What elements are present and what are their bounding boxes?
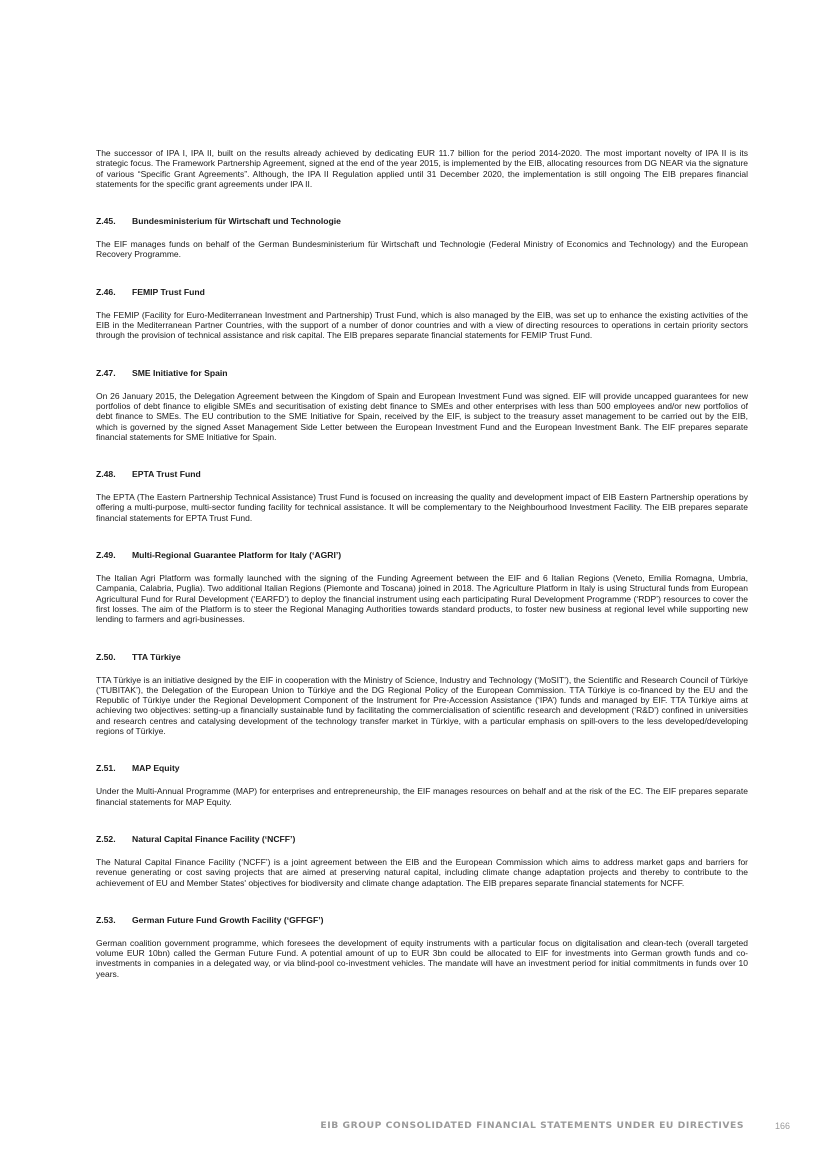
section-number: Z.51.	[96, 763, 116, 774]
section-heading	[96, 834, 748, 845]
section-z46	[96, 287, 748, 341]
section-title: German Future Fund Growth Facility (‘GFFGF’)	[132, 914, 324, 925]
page-number: 166	[774, 1121, 790, 1131]
section-z47	[96, 368, 748, 442]
section-number: Z.50.	[96, 651, 116, 662]
section-title: Bundesministerium für Wirtschaft und Technologie	[132, 216, 341, 227]
section-heading	[96, 915, 748, 926]
intro-section	[96, 148, 748, 189]
section-heading	[96, 287, 748, 298]
section-heading	[96, 550, 748, 561]
section-body: The EIF manages funds on behalf of the German Bundesministerium für Wirtschaft und Technologie (Federal Ministry of Economics and Technology) and the European Recovery Programme.	[96, 239, 748, 260]
section-title: Natural Capital Finance Facility (‘NCFF’)	[132, 833, 296, 844]
section-body: The Natural Capital Finance Facility (‘NCFF’) is a joint agreement between the EIB and the European Commission which aims to address market gaps and barriers for revenue generating or cost saving projects that are aimed at preserving natural capital, including climate change adaptation projects and thereby to contribute to the achievement of EU and Member States' objectives for biodiversity and climate change adaptation. The EIB prepares separate financial statements for NCFF.	[96, 856, 748, 888]
section-z51	[96, 763, 748, 807]
section-z49	[96, 550, 748, 624]
section-number: Z.52.	[96, 833, 116, 844]
section-body: German coalition government programme, which foresees the development of equity instruments with a particular focus on digitalisation and clean-tech (overall targeted volume EUR 10bn) called the German Future Fund. A potential amount of up to EUR 3bn could be allocated to EIF for investments into German growth funds and co-investments in companies in a delegated way, or via blind-pool co-investment vehicles. The mandate will have an investment period for initial commitments in funds over 10 years.	[96, 937, 748, 979]
section-body: The Italian Agri Platform was formally launched with the signing of the Funding Agreement between the EIF and 6 Italian Regions (Veneto, Emilia Romagna, Umbria, Campania, Calabria, Puglia). Two additional Italian Regions (Piemonte and Toscana) joined in 2018. The Agriculture Platform in Italy is using Structural funds from European Agricultural Fund for Rural Development (‘EARFD’) to deploy the financial instrument using each participating Rural Development Programme (‘RDP’) resources to cover the first losses. The aim of the Platform is to steer the Regional Managing Authorities towards standard products, to foster new business at regional level while supporting new lending to farmers and agri-businesses.	[96, 573, 748, 625]
section-body: The EPTA (The Eastern Partnership Technical Assistance) Trust Fund is focused on increasing the quality and development impact of EIB Eastern Partnership operations by offering a multi-purpose, multi-sector funding facility for technical assistance. It will be complementary to the Neighbourhood Investment Facility. The EIB prepares separate financial statements for EPTA Trust Fund.	[96, 492, 748, 523]
document-body	[96, 148, 748, 979]
section-title: SME Initiative for Spain	[132, 367, 228, 378]
section-number: Z.53.	[96, 914, 116, 925]
section-z45	[96, 216, 748, 260]
page-footer	[0, 1120, 825, 1134]
intro-paragraph: The successor of IPA I, IPA II, built on the results already achieved by dedicating EUR 11.7 billion for the period 2014-2020. The most important novelty of IPA II is its strategic focus. The Framework Partnership Agreement, signed at the end of the year 2015, is implemented by the EIB, allocating resources from DG NEAR via the signature of various “Specific Grant Agreements”. Although, the IPA II Regulation applied until 31 December 2020, the implementation is still ongoing The EIB prepares financial statements for the specific grant agreements under IPA II.	[96, 148, 748, 189]
section-title: FEMIP Trust Fund	[132, 286, 205, 297]
section-title: MAP Equity	[132, 763, 180, 774]
section-z53	[96, 915, 748, 979]
section-z50	[96, 652, 748, 737]
section-heading	[96, 763, 748, 774]
section-z48	[96, 469, 748, 523]
section-heading	[96, 652, 748, 663]
section-z52	[96, 834, 748, 888]
footer-title: EIB GROUP CONSOLIDATED FINANCIAL STATEMENTS UNDER EU DIRECTIVES	[320, 1120, 744, 1131]
section-title: TTA Türkiye	[132, 651, 181, 662]
section-heading	[96, 216, 748, 227]
section-number: Z.45.	[96, 216, 116, 227]
section-heading	[96, 368, 748, 379]
section-number: Z.47.	[96, 367, 116, 378]
section-body: The FEMIP (Facility for Euro-Mediterranean Investment and Partnership) Trust Fund, which is also managed by the EIB, was set up to enhance the existing activities of the EIB in the Mediterranean Partner Countries, with the support of a number of donor countries and with a view of directing resources to operations in certain priority sectors through the provision of technical assistance and risk capital. The EIB prepares separate financial statements for FEMIP Trust Fund.	[96, 309, 748, 341]
section-body: Under the Multi-Annual Programme (MAP) for enterprises and entrepreneurship, the EIF manages resources on behalf and at the risk of the EC. The EIF prepares separate financial statements for MAP Equity.	[96, 786, 748, 807]
section-title: Multi-Regional Guarantee Platform for Italy (‘AGRI’)	[132, 550, 342, 561]
section-body: On 26 January 2015, the Delegation Agreement between the Kingdom of Spain and European Investment Fund was signed. EIF will provide uncapped guarantees for new portfolios of debt finance to eligible SMEs and securitisation of existing debt finance to SMEs and other enterprises with less than 500 employees and/or new portfolios of debt finance to SMEs. The EU contribution to the SME Initiative for Spain, received by the EIF, is subject to the treasury asset management to be carried out by the EIB, which is governed by the signed Asset Management Side Letter between the European Investment Fund and the European Investment Bank. The EIF prepares separate financial statements for SME Initiative for Spain.	[96, 390, 748, 442]
section-number: Z.46.	[96, 286, 116, 297]
section-body: TTA Türkiye is an initiative designed by the EIF in cooperation with the Ministry of Science, Industry and Technology (‘MoSIT’), the Scientific and Research Council of Türkiye (‘TUBITAK’), the Delegation of the European Union to Türkiye and the DG Regional Policy of the European Commission. TTA Türkiye is co-financed by the EU and the Republic of Türkiye under the Regional Development Component of the Instrument for Pre-Accession Assistance (‘IPA’) funds and managed by EIF. TTA Türkiye aims at achieving two objectives: setting-up a financially sustainable fund by facilitating the commercialisation of scientific research and development (‘R&D’) confined in universities and research centres and catalysing development of the technology transfer market in Türkiye, with a particular emphasis on spill-overs to the less developed/developing regions of Türkiye.	[96, 674, 748, 737]
section-title: EPTA Trust Fund	[132, 469, 201, 480]
section-heading	[96, 469, 748, 480]
section-number: Z.49.	[96, 550, 116, 561]
section-number: Z.48.	[96, 469, 116, 480]
